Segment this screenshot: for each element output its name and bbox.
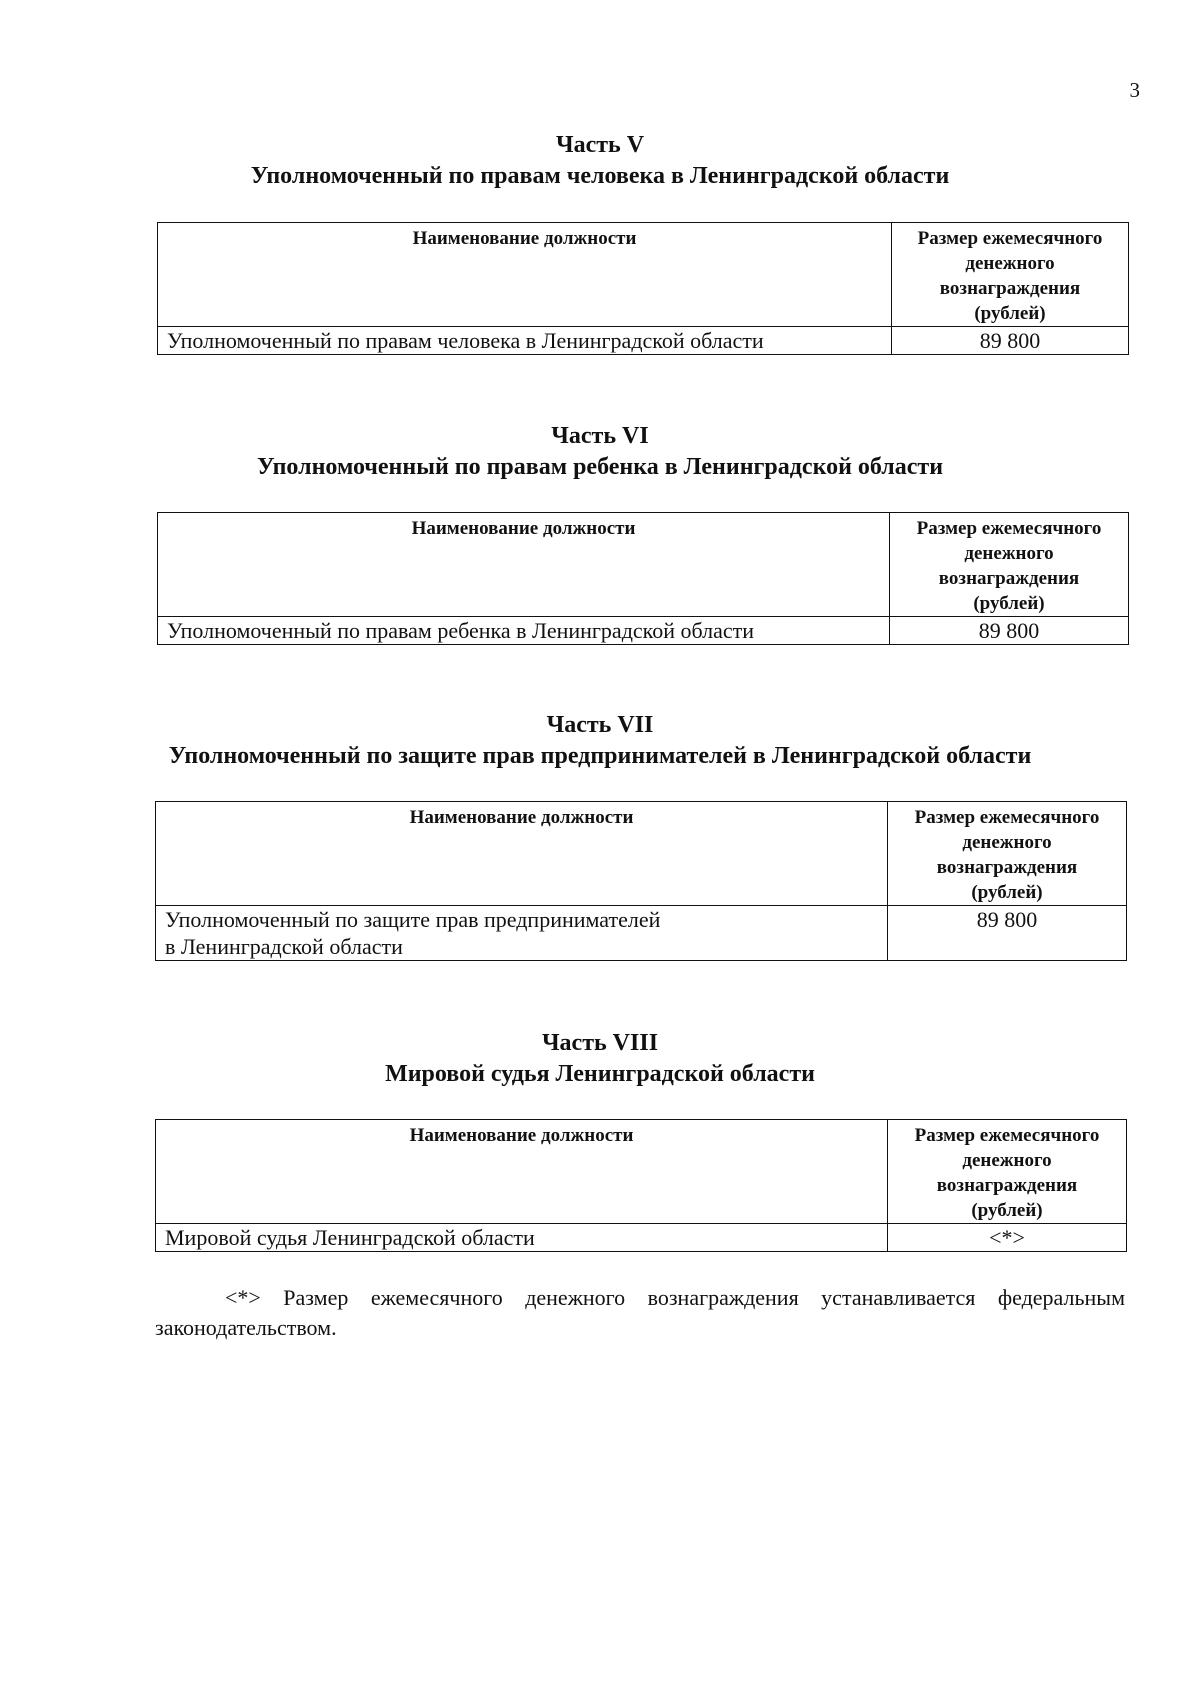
position-amount: 89 800: [888, 906, 1127, 961]
header-name: Наименование должности: [158, 513, 890, 617]
header-amount-line: денежного: [962, 1150, 1052, 1171]
header-amount-line: Размер ежемесячного: [914, 1125, 1100, 1146]
position-name: [156, 906, 888, 961]
header-amount-line: вознаграждения: [938, 568, 1080, 589]
header-amount: [888, 802, 1127, 906]
part-viii-table: [155, 1119, 1127, 1252]
header-amount-line: вознаграждения: [936, 1175, 1078, 1196]
header-name: Наименование должности: [156, 802, 888, 906]
footnote: [155, 1283, 1125, 1343]
position-name-line: Уполномоченный по защите прав предпринимателей: [165, 907, 661, 932]
header-amount-line: вознаграждения: [939, 278, 1081, 299]
footnote-line: <*> Размер ежемесячного денежного вознаграждения устанавливается федеральным: [225, 1285, 1125, 1310]
part-title: Часть VII: [546, 712, 654, 738]
header-amount: [890, 513, 1129, 617]
header-amount-line: денежного: [965, 253, 1055, 274]
position-name: Уполномоченный по правам ребенка в Ленинградской области: [158, 617, 890, 645]
header-amount-line: (рублей): [971, 882, 1043, 903]
position-name: Мировой судья Ленинградской области: [156, 1224, 888, 1252]
part-subtitle: Мировой судья Ленинградской области: [385, 1061, 815, 1087]
header-amount-line: вознаграждения: [936, 857, 1078, 878]
header-amount-line: Размер ежемесячного: [917, 228, 1103, 249]
header-amount-line: Размер ежемесячного: [914, 807, 1100, 828]
part-title: Часть VIII: [541, 1030, 659, 1056]
part-vi-table: [157, 512, 1129, 645]
table-row: [156, 906, 1127, 961]
position-name-line: в Ленинградской области: [165, 934, 403, 959]
position-amount: 89 800: [892, 327, 1129, 355]
header-amount-line: Размер ежемесячного: [916, 518, 1102, 539]
part-viii-heading: [0, 1028, 1200, 1090]
part-subtitle: Уполномоченный по правам человека в Ленинградской области: [250, 163, 950, 189]
header-amount-line: денежного: [962, 832, 1052, 853]
page-number: 3: [1129, 78, 1140, 102]
part-subtitle: Уполномоченный по защите прав предпринимателей в Ленинградской области: [168, 743, 1032, 769]
header-amount-line: (рублей): [971, 1200, 1043, 1221]
table-row: [158, 327, 1129, 355]
position-name: Уполномоченный по правам человека в Ленинградской области: [158, 327, 892, 355]
header-name: Наименование должности: [158, 223, 892, 327]
position-amount: 89 800: [890, 617, 1129, 645]
part-title: Часть V: [555, 132, 645, 158]
header-name: Наименование должности: [156, 1120, 888, 1224]
header-amount-line: денежного: [964, 543, 1054, 564]
part-v-heading: [0, 130, 1200, 192]
part-title: Часть VI: [551, 423, 649, 449]
table-row: [158, 617, 1129, 645]
header-amount-line: (рублей): [973, 593, 1045, 614]
header-amount: [888, 1120, 1127, 1224]
part-v-table: [157, 222, 1129, 355]
part-vii-table: [155, 801, 1127, 961]
part-vii-heading: [0, 710, 1200, 772]
part-subtitle: Уполномоченный по правам ребенка в Ленинградской области: [256, 454, 944, 480]
header-amount-line: (рублей): [974, 303, 1046, 324]
header-amount: [892, 223, 1129, 327]
part-vi-heading: [0, 421, 1200, 483]
position-amount: <*>: [888, 1224, 1127, 1252]
table-row: [156, 1224, 1127, 1252]
footnote-line: законодательством.: [155, 1315, 337, 1340]
